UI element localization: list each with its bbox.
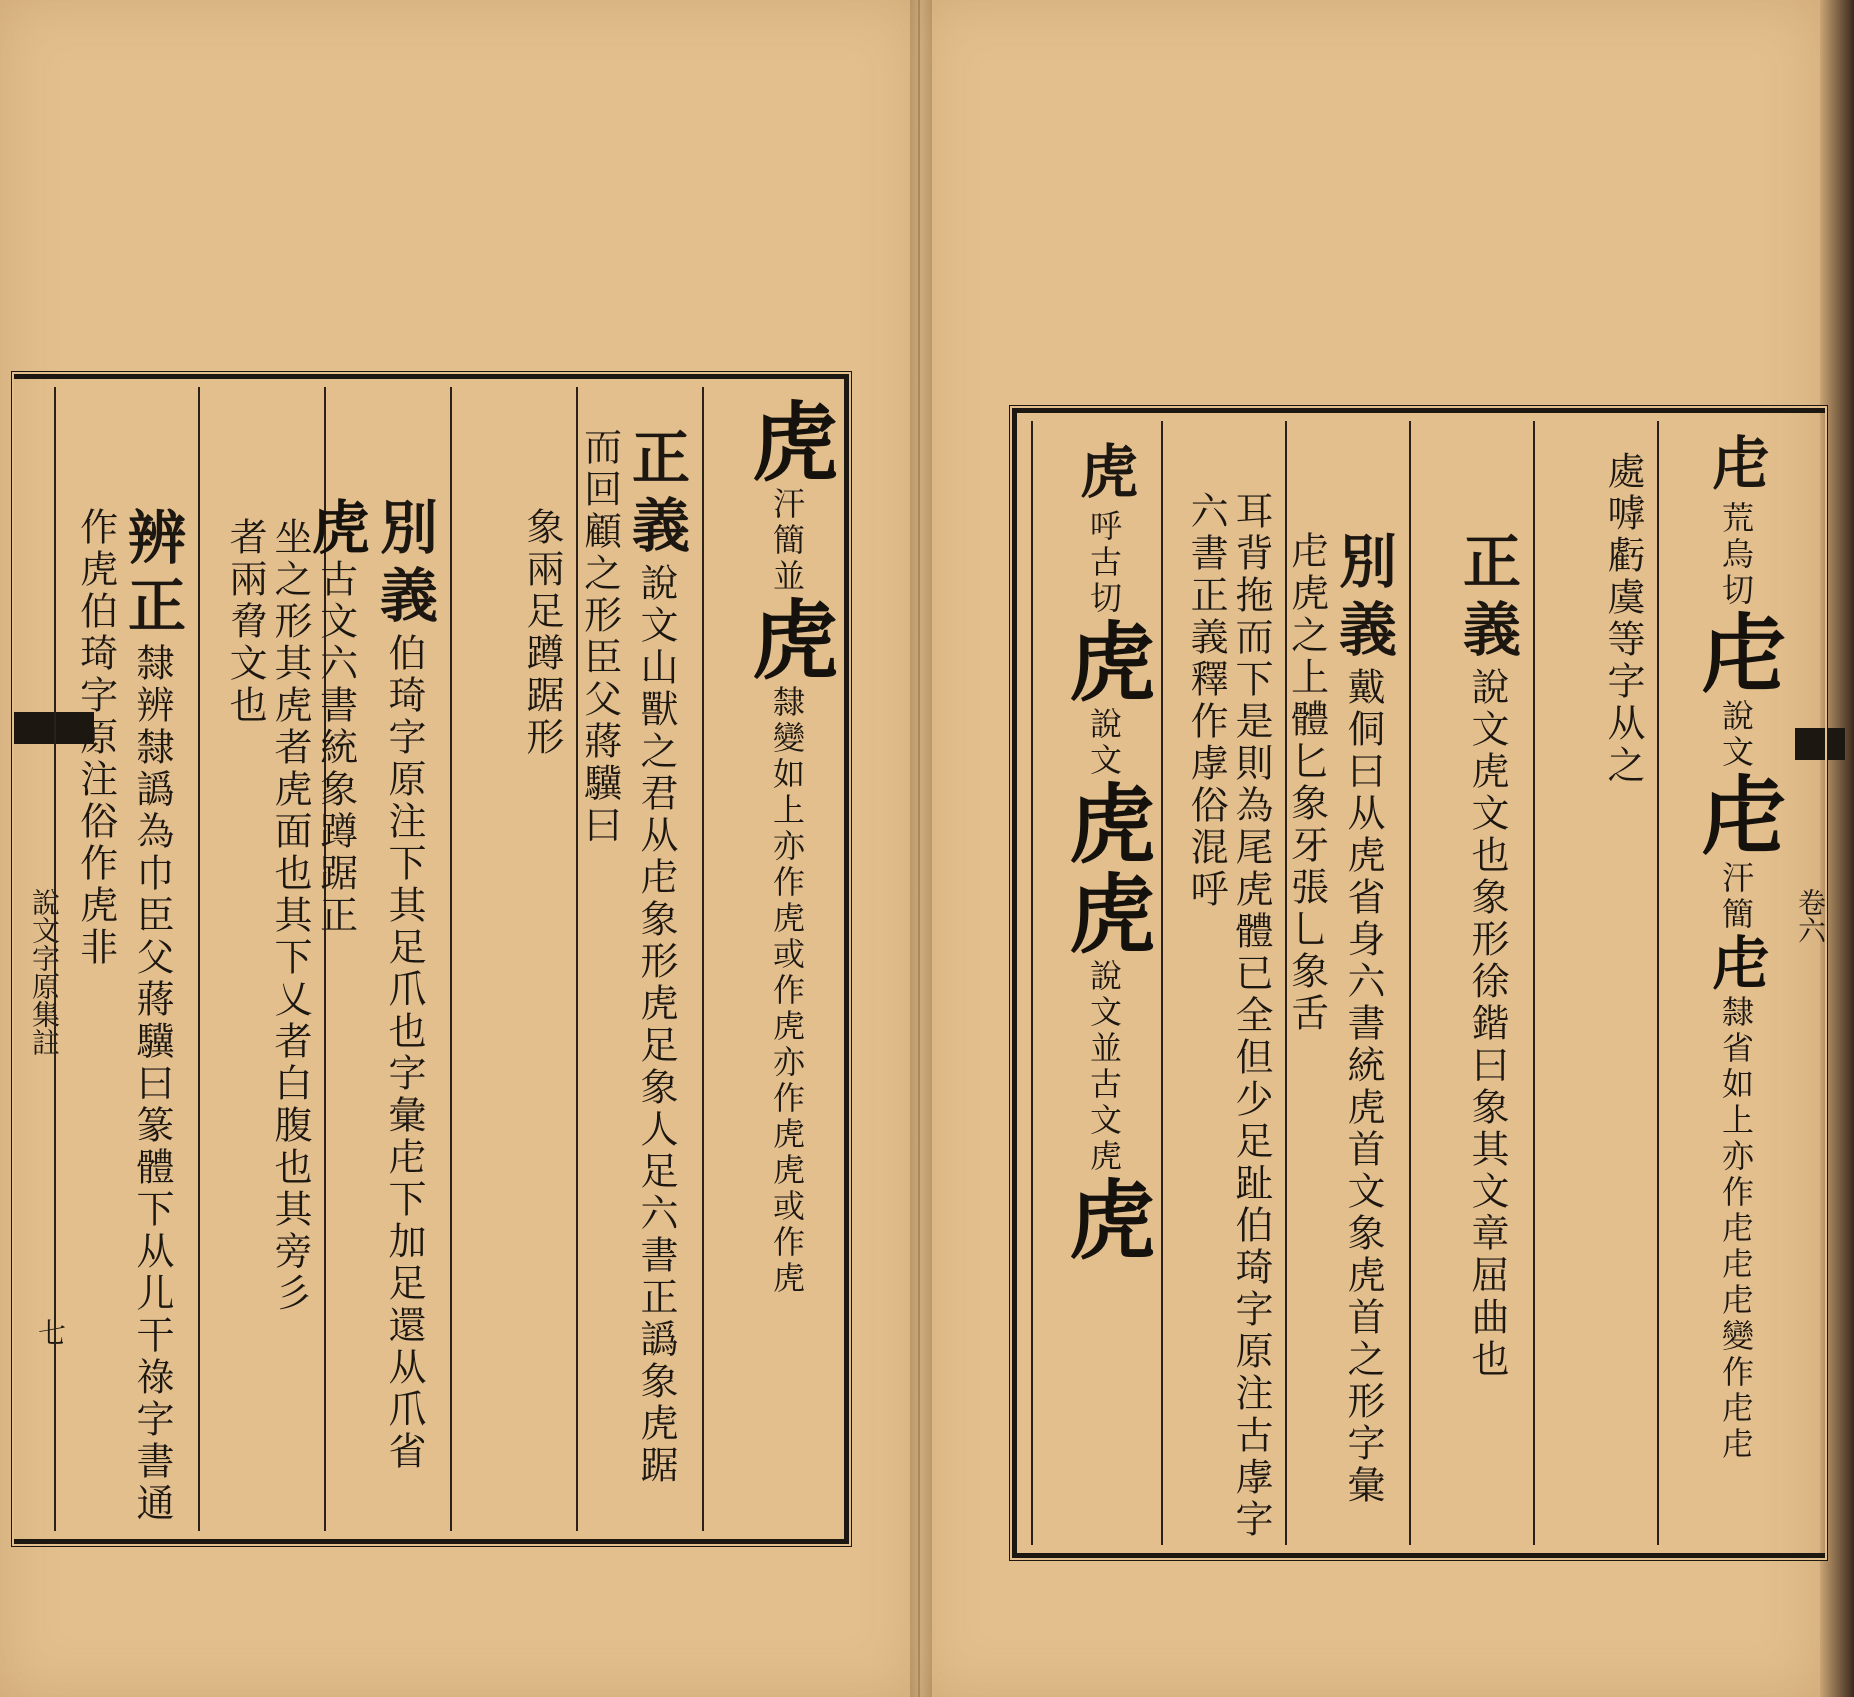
- column-text: 伯琦字原注下其足爪也字彙虍下加足還从爪省: [382, 633, 426, 1473]
- seal-glyph: 虍: [1686, 771, 1787, 861]
- seal-glyph: 虎: [301, 497, 370, 559]
- seal-glyph: 虎: [1054, 1175, 1155, 1265]
- column-text: 坐之形其虎者虎面也其下乂者白腹也其旁彡者兩脅文也: [223, 517, 312, 1315]
- right-text-frame: [1012, 408, 1825, 1558]
- left-col-2: [576, 387, 704, 1531]
- column-text: 耳背拖而下是則為尾虎體已全但少足趾伯琦字原注古虖字六書正義釋作虖俗混呼: [1184, 491, 1273, 1541]
- column-text: 說文虎文也象形徐鍇曰象其文章屈曲也: [1465, 667, 1509, 1381]
- book-title: 說文字原集註: [28, 888, 61, 1056]
- left-col-4: [301, 387, 452, 1531]
- note: 說文: [1717, 699, 1755, 771]
- left-page-number: 七: [34, 1318, 67, 1346]
- right-col-3: [1409, 421, 1535, 1545]
- right-col-2: [1533, 421, 1659, 1545]
- right-col-1: [1657, 421, 1795, 1545]
- column-text: 隸省如上亦作虍虍虍變作虍虍: [1717, 995, 1755, 1463]
- character-heading: 虎: [1070, 441, 1138, 509]
- seal-glyph: 虎: [737, 397, 838, 487]
- page-edge: [1820, 0, 1854, 1697]
- section-heading: 別義: [370, 497, 438, 633]
- column-text: 處嘑虧虞等字从之: [1601, 451, 1645, 787]
- note: 汗簡: [1717, 861, 1755, 933]
- column-text: 隸變如上亦作虎或作虎亦作虎虎或作虎: [768, 685, 806, 1297]
- section-heading: 正義: [622, 427, 690, 563]
- seal-glyph: 虍: [1702, 933, 1770, 995]
- left-col-5: [198, 387, 326, 1531]
- left-col-1: [702, 387, 846, 1531]
- book-gutter: [910, 0, 932, 1697]
- column-text: 說文並古文虎: [1085, 959, 1123, 1175]
- column-text: 說文山獸之君从虍象形虎足象人足六書正譌象虎踞而回顧之形臣父蔣驥曰: [577, 427, 678, 1487]
- seal-glyph: 虎: [737, 595, 838, 685]
- seal-glyph: 虎: [1054, 779, 1155, 869]
- reading: 荒烏切: [1717, 501, 1755, 609]
- note: 汗簡並: [768, 487, 806, 595]
- right-col-4: [1285, 421, 1411, 1545]
- character-heading: 虍: [1702, 433, 1770, 501]
- left-text-frame: [14, 374, 849, 1544]
- section-heading: 正義: [1453, 531, 1521, 667]
- left-col-3: [450, 387, 578, 1531]
- seal-glyph: 虍: [1686, 609, 1787, 699]
- seal-glyph: 虎: [1054, 617, 1155, 707]
- left-col-6: [54, 387, 200, 1531]
- section-heading: 辨正: [118, 507, 186, 643]
- seal-glyph: 虎: [1054, 869, 1155, 959]
- column-text: 戴侗曰从虎省身六書統虎首文象虎首之形字彙虍虎之上體匕象牙張乚象舌: [1284, 531, 1385, 1507]
- column-text: 象兩足蹲踞形: [520, 507, 564, 759]
- note: 說文: [1085, 707, 1123, 779]
- section-heading: 別義: [1329, 531, 1397, 667]
- right-col-6: [1031, 421, 1163, 1545]
- volume-label: 卷六: [1794, 888, 1827, 944]
- reading: 呼古切: [1085, 509, 1123, 617]
- column-text: 隸辨隸譌為巾臣父蔣驥曰篆體下从儿干祿字書通作虎伯琦字原注俗作虎非: [73, 507, 174, 1525]
- column-text: 古文六書統象蹲踞正: [313, 559, 358, 937]
- right-col-5: [1161, 421, 1287, 1545]
